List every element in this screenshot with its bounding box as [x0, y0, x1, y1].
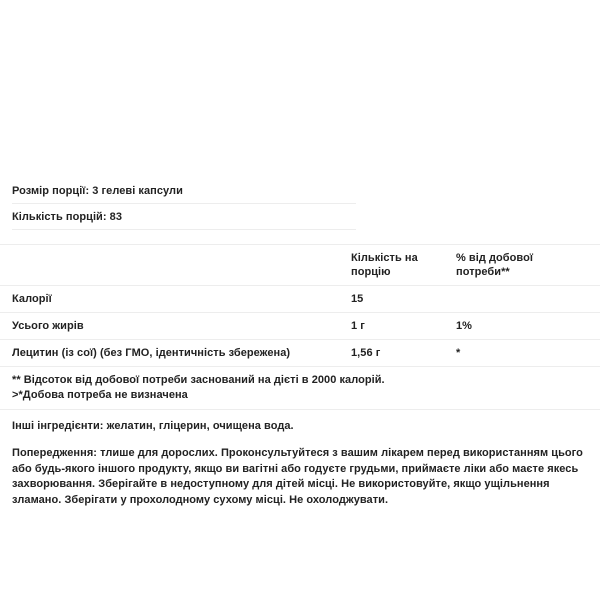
servings-per-container-row: Кількість порцій: 83 [0, 204, 600, 230]
table-row [0, 286, 600, 313]
warning-text: Попередження: тлише для дорослих. Проконсультуйтеся з вашим лікарем перед використанням цього або будь-якого іншого продукту, якщо ви вагітні або годуєте грудьми, приймаєте ліки або маєте якесь захворювання. Зберігайте в недоступному для дітей місці. Не використовуйте, якщо ущільнення зламано. Зберігати у прохолодному сухому місці. Не охолоджувати. [12, 447, 583, 506]
block-gap [0, 230, 600, 244]
serving-size-row: Розмір порції: 3 гелеві капсули [0, 178, 600, 204]
supplement-facts-panel [0, 178, 600, 508]
header-amount-per-serving: Кількість на порцію [351, 245, 456, 286]
footnote-daily-value-not-established: >*Добова потреба не визначена [12, 388, 188, 401]
nutrient-daily-value [456, 340, 600, 367]
nutrient-name: Калорії [0, 286, 351, 313]
footnote-daily-value-basis: ** Відсоток від добової потреби заснований на дієті в 2000 калорій. [12, 374, 385, 386]
top-spacer [0, 0, 600, 178]
table-row [0, 313, 600, 340]
nutrients-table [0, 244, 600, 367]
nutrient-daily-value: 1% [456, 313, 600, 340]
nutrient-daily-value [456, 286, 600, 313]
nutrient-amount: 1,56 г [351, 340, 456, 367]
nutrients-table-head [0, 245, 600, 286]
nutrient-amount: 1 г [351, 313, 456, 340]
nutrients-table-body [0, 286, 600, 367]
table-row [0, 340, 600, 367]
nutrient-name: Лецитин (із сої) (без ГМО, ідентичність збережена) [0, 340, 351, 367]
daily-value-footnote-marker: * [456, 347, 461, 359]
nutrient-name: Усього жирів [0, 313, 351, 340]
serving-info-block [0, 178, 600, 230]
header-nutrient-name [0, 245, 351, 286]
nutrient-amount: 15 [351, 286, 456, 313]
table-header-row [0, 245, 600, 286]
other-ingredients-text: Інші інгредієнти: желатин, гліцерин, очищена вода. [12, 420, 294, 432]
footnotes-block [0, 367, 600, 410]
header-daily-value: % від добової потреби** [456, 245, 600, 286]
